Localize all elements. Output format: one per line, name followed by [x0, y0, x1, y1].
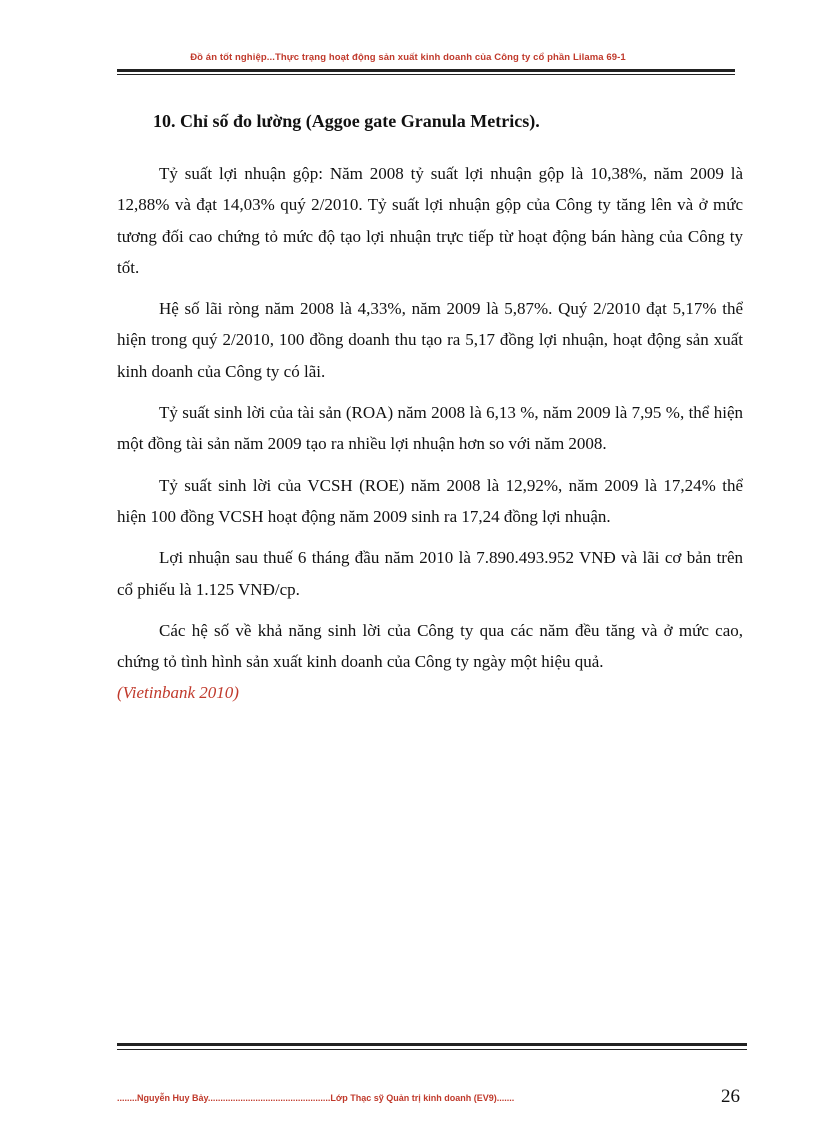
paragraph-roa: Tỷ suất sinh lời của tài sản (ROA) năm 2008 là 6,13 %, năm 2009 là 7,95 %, thể hiện một đồng tài sản năm 2009 tạo ra nhiều lợi nhuận hơn so với năm 2008.	[117, 403, 743, 454]
header-rule-thick	[117, 69, 735, 72]
footer-rule-thin	[117, 1049, 747, 1050]
conclusion-text: Các hệ số về khả năng sinh lời của Công ty qua các năm đều tăng và ở mức cao, chứng tỏ tình hình sản xuất kinh doanh của Công ty ngày một hiệu quả.	[117, 620, 743, 672]
body-text	[117, 158, 743, 709]
paragraph-net-margin: Hệ số lãi ròng năm 2008 là 4,33%, năm 2009 là 5,87%. Quý 2/2010 đạt 5,17% thể hiện trong quý 2/2010, 100 đồng doanh thu tạo ra 5,17 đồng lợi nhuận, hoạt động sản xuất kinh doanh của Công ty có lãi.	[117, 299, 743, 381]
section-heading: 10. Chỉ số đo lường (Aggoe gate Granula Metrics).	[153, 111, 540, 131]
header-rule-thin	[117, 74, 735, 75]
footer-rule-thick	[117, 1043, 747, 1046]
header-title: Đồ án tốt nghiệp...Thực trạng hoạt động sản xuất kinh doanh của Công ty cổ phần Lilama 69-1	[190, 52, 626, 63]
paragraph-conclusion	[117, 615, 743, 709]
paragraph-net-profit: Lợi nhuận sau thuế 6 tháng đầu năm 2010 là 7.890.493.952 VNĐ và lãi cơ bản trên cổ phiếu là 1.125 VNĐ/cp.	[117, 548, 743, 599]
citation: (Vietinbank 2010)	[117, 683, 239, 703]
footer-author-line: ........Nguyễn Huy Bảy.................................................Lớp Thạc sỹ Quản trị kinh doanh (EV9).......	[117, 1093, 515, 1103]
page-number: 26	[721, 1086, 740, 1107]
paragraph-gross-margin: Tỷ suất lợi nhuận gộp: Năm 2008 tỷ suất lợi nhuận gộp là 10,38%, năm 2009 là 12,88% và đạt 14,03% quý 2/2010. Tỷ suất lợi nhuận gộp của Công ty tăng lên và ở mức tương đối cao chứng tỏ mức độ tạo lợi nhuận trực tiếp từ hoạt động bán hàng của Công ty tốt.	[117, 164, 743, 277]
paragraph-roe: Tỷ suất sinh lời của VCSH (ROE) năm 2008 là 12,92%, năm 2009 là 17,24% thể hiện 100 đồng VCSH hoạt động năm 2009 sinh ra 17,24 đồng lợi nhuận.	[117, 475, 743, 526]
